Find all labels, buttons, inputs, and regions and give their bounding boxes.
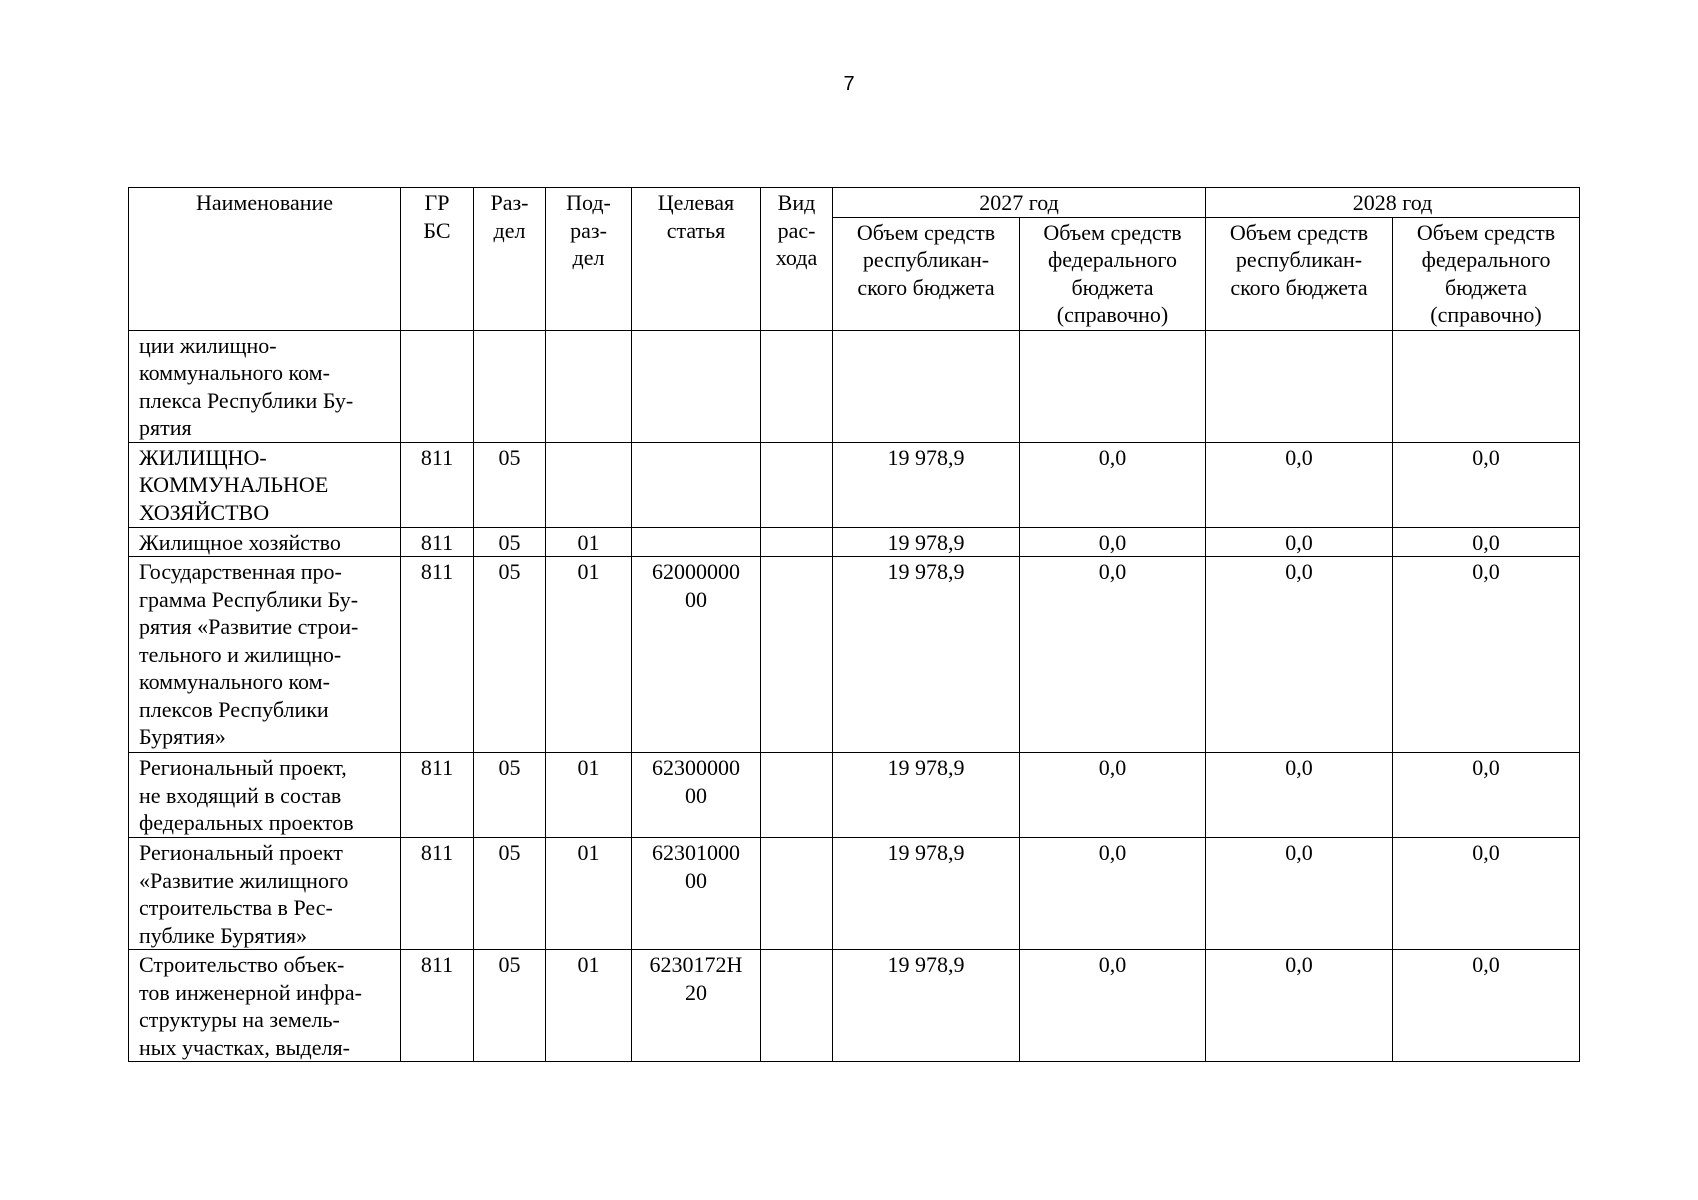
- cell-podrazdel: [546, 330, 632, 442]
- cell-2028-federal-text: 0,0: [1472, 755, 1500, 780]
- cell-podrazdel: [546, 557, 632, 753]
- cell-2028-federal: [1393, 442, 1580, 527]
- cell-razdel-text: 05: [498, 444, 521, 470]
- cell-2027-federal: [1020, 330, 1206, 442]
- cell-2028-federal-text: 0,0: [1472, 444, 1500, 470]
- cell-2027-republican: [833, 442, 1020, 527]
- cell-2027-federal-text: 0,0: [1098, 840, 1127, 865]
- cell-target-article-text: 6230172Н 20: [649, 952, 743, 1005]
- cell-razdel-text: 05: [498, 755, 521, 780]
- cell-podrazdel-text: 01: [577, 559, 600, 584]
- cell-2027-republican-text: 19 978,9: [887, 840, 965, 865]
- cell-target-article: [632, 753, 761, 838]
- cell-2028-federal-text: 0,0: [1472, 952, 1500, 977]
- cell-2027-federal-text: 0,0: [1098, 952, 1127, 977]
- cell-target-article: [632, 330, 761, 442]
- cell-2028-republican-text: 0,0: [1285, 840, 1313, 865]
- cell-2027-federal: [1020, 527, 1206, 557]
- cell-grbs: [401, 557, 474, 753]
- cell-2028-republican: [1206, 838, 1393, 950]
- cell-razdel-text: 05: [498, 529, 521, 555]
- cell-2027-republican: [833, 950, 1020, 1062]
- cell-razdel: [474, 950, 546, 1062]
- cell-name: [129, 557, 401, 753]
- page-number: 7: [843, 73, 855, 95]
- cell-expense-type: [761, 950, 833, 1062]
- cell-name: [129, 753, 401, 838]
- cell-2027-federal: [1020, 950, 1206, 1062]
- table-header: [129, 188, 1580, 331]
- cell-grbs: [401, 527, 474, 557]
- cell-2028-federal-text: 0,0: [1472, 840, 1500, 865]
- cell-grbs: [401, 950, 474, 1062]
- table-row: [129, 753, 1580, 838]
- cell-2028-federal: [1393, 950, 1580, 1062]
- table-row: [129, 330, 1580, 442]
- cell-2027-republican-text: 19 978,9: [887, 444, 965, 470]
- cell-razdel: [474, 330, 546, 442]
- cell-razdel: [474, 753, 546, 838]
- cell-2027-federal-text: 0,0: [1098, 529, 1127, 555]
- header-2027-republican: Объем средств республикан- ского бюджета: [833, 217, 1020, 330]
- cell-2028-federal-text: 0,0: [1472, 559, 1500, 584]
- cell-podrazdel: [546, 838, 632, 950]
- cell-2028-republican: [1206, 950, 1393, 1062]
- cell-2027-republican: [833, 557, 1020, 753]
- cell-2028-republican-text: 0,0: [1285, 559, 1313, 584]
- cell-name: [129, 950, 401, 1062]
- cell-grbs-text: 811: [420, 559, 454, 584]
- budget-table: [128, 187, 1580, 1062]
- cell-podrazdel-text: 01: [577, 952, 600, 977]
- cell-2027-federal-text: 0,0: [1098, 444, 1127, 470]
- cell-2028-republican-text: 0,0: [1285, 529, 1313, 555]
- cell-name: [129, 838, 401, 950]
- cell-2027-republican: [833, 838, 1020, 950]
- cell-2028-republican-text: 0,0: [1285, 444, 1313, 470]
- cell-razdel: [474, 557, 546, 753]
- cell-target-article: [632, 838, 761, 950]
- cell-podrazdel: [546, 753, 632, 838]
- cell-2027-federal: [1020, 557, 1206, 753]
- cell-target-article: [632, 557, 761, 753]
- header-year-2027: 2027 год: [833, 188, 1206, 218]
- cell-2027-republican-text: 19 978,9: [887, 755, 965, 780]
- cell-name-text: ции жилищно- коммунального ком- плекса Республики Бу- рятия: [139, 332, 354, 440]
- cell-podrazdel: [546, 442, 632, 527]
- cell-target-article-text: 62000000 00: [652, 559, 740, 612]
- header-razdel: Раз- дел: [474, 188, 546, 331]
- cell-grbs-text: 811: [420, 840, 454, 865]
- table-row: [129, 442, 1580, 527]
- table-row: [129, 527, 1580, 557]
- cell-razdel: [474, 527, 546, 557]
- cell-grbs-text: 811: [420, 755, 454, 780]
- cell-2027-republican: [833, 330, 1020, 442]
- cell-razdel: [474, 838, 546, 950]
- cell-podrazdel: [546, 950, 632, 1062]
- cell-podrazdel-text: 01: [577, 755, 600, 780]
- cell-2027-republican: [833, 527, 1020, 557]
- cell-expense-type: [761, 753, 833, 838]
- cell-2028-federal: [1393, 330, 1580, 442]
- cell-expense-type: [761, 442, 833, 527]
- table-row: [129, 950, 1580, 1062]
- cell-2027-federal: [1020, 442, 1206, 527]
- header-2028-federal: Объем средств федерального бюджета (справочно): [1393, 217, 1580, 330]
- cell-razdel-text: 05: [498, 840, 521, 865]
- table-body: [129, 330, 1580, 1062]
- cell-grbs-text: 811: [420, 529, 454, 555]
- cell-2027-federal-text: 0,0: [1098, 755, 1127, 780]
- header-target-article: Целевая статья: [632, 188, 761, 331]
- cell-name: [129, 330, 401, 442]
- header-grbs: ГР БС: [401, 188, 474, 331]
- cell-name: [129, 442, 401, 527]
- cell-name-text: ЖИЛИЩНО- КОММУНАЛЬНОЕ ХОЗЯЙСТВО: [139, 444, 329, 525]
- cell-podrazdel: [546, 527, 632, 557]
- cell-2027-republican-text: 19 978,9: [887, 952, 965, 977]
- cell-2028-federal: [1393, 838, 1580, 950]
- cell-name-text: Региональный проект, не входящий в состав федеральных проектов: [139, 755, 354, 835]
- cell-grbs: [401, 442, 474, 527]
- cell-2027-federal-text: 0,0: [1098, 559, 1127, 584]
- cell-2028-republican: [1206, 753, 1393, 838]
- cell-2027-federal: [1020, 753, 1206, 838]
- cell-grbs: [401, 753, 474, 838]
- header-year-2028: 2028 год: [1206, 188, 1580, 218]
- cell-razdel-text: 05: [498, 559, 521, 584]
- cell-razdel-text: 05: [498, 952, 521, 977]
- cell-target-article: [632, 950, 761, 1062]
- header-podrazdel: Под- раз- дел: [546, 188, 632, 331]
- cell-2027-federal: [1020, 838, 1206, 950]
- cell-2027-republican: [833, 753, 1020, 838]
- cell-2028-federal: [1393, 527, 1580, 557]
- cell-2028-republican-text: 0,0: [1285, 952, 1313, 977]
- cell-name-text: Строительство объек- тов инженерной инфра- структуры на земель- ных участках, выделя-: [139, 952, 362, 1060]
- cell-2027-republican-text: 19 978,9: [887, 529, 965, 555]
- cell-name-text: Государственная про- грамма Республики Бу- рятия «Развитие строи- тельного и жилищно- коммунального ком- плексов Республики Бурятия»: [139, 559, 359, 749]
- cell-expense-type: [761, 838, 833, 950]
- cell-expense-type: [761, 527, 833, 557]
- header-name: Наименование: [129, 188, 401, 331]
- table-row: [129, 557, 1580, 753]
- cell-target-article-text: 62301000 00: [652, 840, 740, 893]
- header-2028-republican: Объем средств республикан- ского бюджета: [1206, 217, 1393, 330]
- cell-podrazdel-text: 01: [577, 529, 600, 555]
- cell-2028-republican-text: 0,0: [1285, 755, 1313, 780]
- cell-target-article: [632, 527, 761, 557]
- cell-razdel: [474, 442, 546, 527]
- cell-podrazdel-text: 01: [577, 840, 600, 865]
- cell-2028-republican: [1206, 527, 1393, 557]
- cell-grbs-text: 811: [420, 444, 454, 470]
- cell-name-text: Жилищное хозяйство: [139, 529, 341, 555]
- cell-grbs-text: 811: [420, 952, 454, 977]
- cell-grbs: [401, 330, 474, 442]
- cell-2028-federal: [1393, 557, 1580, 753]
- cell-name-text: Региональный проект «Развитие жилищного строительства в Рес- публике Бурятия»: [139, 840, 349, 948]
- header-2027-federal: Объем средств федерального бюджета (справочно): [1020, 217, 1206, 330]
- cell-2027-republican-text: 19 978,9: [887, 559, 965, 584]
- cell-grbs: [401, 838, 474, 950]
- cell-target-article-text: 62300000 00: [652, 755, 740, 808]
- table-row: [129, 838, 1580, 950]
- cell-2028-federal-text: 0,0: [1472, 529, 1500, 555]
- cell-2028-republican: [1206, 442, 1393, 527]
- cell-2028-federal: [1393, 753, 1580, 838]
- cell-name: [129, 527, 401, 557]
- cell-expense-type: [761, 330, 833, 442]
- header-expense-type: Вид рас- хода: [761, 188, 833, 331]
- cell-2028-republican: [1206, 330, 1393, 442]
- cell-target-article: [632, 442, 761, 527]
- cell-2028-republican: [1206, 557, 1393, 753]
- cell-expense-type: [761, 557, 833, 753]
